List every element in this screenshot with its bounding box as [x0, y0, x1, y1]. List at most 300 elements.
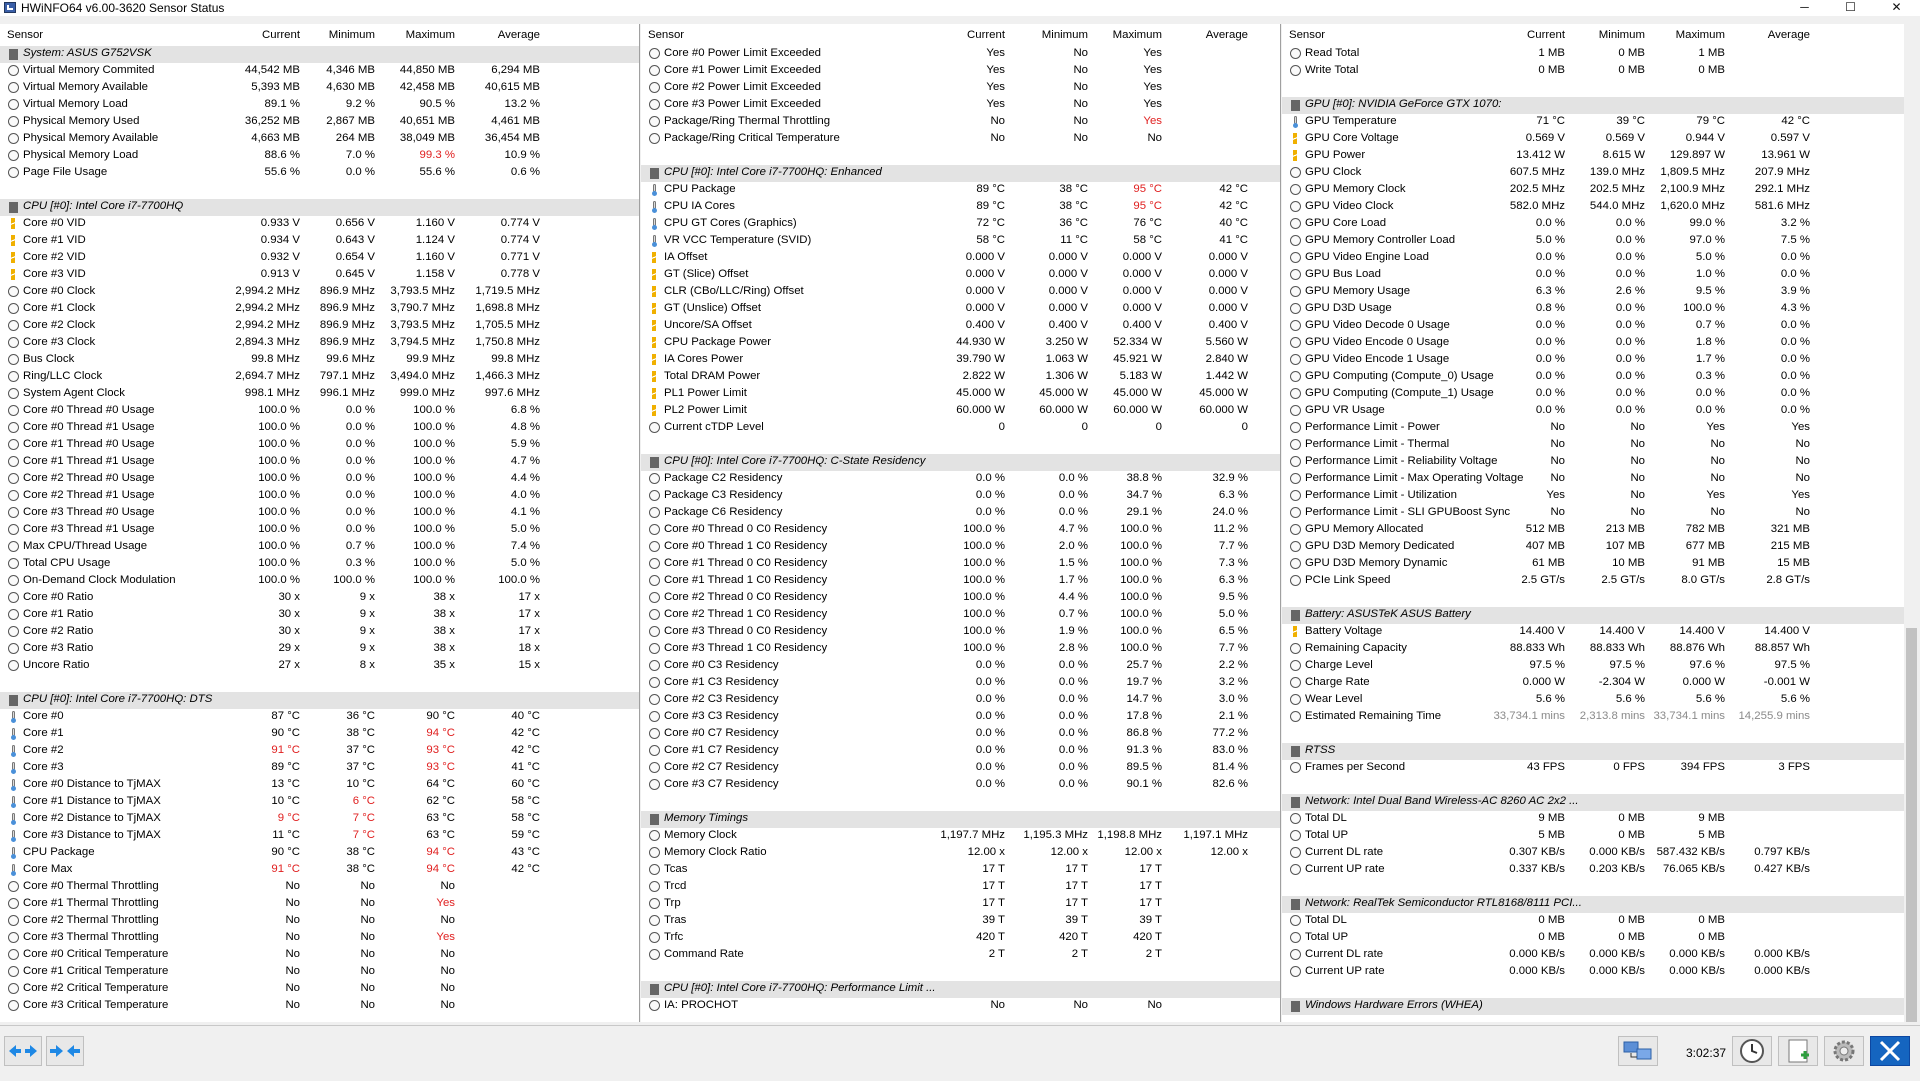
minimum-value: 37 °C — [346, 744, 375, 756]
lightning-icon — [8, 218, 19, 229]
clock-button[interactable] — [1732, 1036, 1772, 1066]
scrollbar-thumb[interactable] — [1906, 628, 1917, 1022]
sensor-row[interactable] — [1282, 233, 1904, 250]
sensor-row[interactable] — [1282, 828, 1904, 845]
minimum-value: 0.7 % — [1058, 608, 1088, 620]
sensor-row[interactable] — [0, 573, 639, 590]
sensor-row[interactable] — [1282, 318, 1904, 335]
current-column-header[interactable]: Current — [967, 29, 1005, 41]
gauge-icon — [649, 847, 660, 858]
sensor-row[interactable] — [0, 896, 639, 913]
sensor-row[interactable] — [641, 862, 1280, 879]
sensor-name: System Agent Clock — [23, 387, 125, 399]
sensor-row[interactable] — [1282, 913, 1904, 930]
minimum-column-header[interactable]: Minimum — [1041, 29, 1088, 41]
sensor-row[interactable] — [641, 743, 1280, 760]
sensor-row[interactable] — [0, 216, 639, 233]
sensor-row[interactable] — [641, 624, 1280, 641]
current-value: 6.3 % — [1535, 285, 1565, 297]
current-value: 9 MB — [1538, 812, 1565, 824]
sensor-name: Current UP rate — [1305, 965, 1385, 977]
sensor-row[interactable] — [641, 63, 1280, 80]
sensor-row[interactable] — [1282, 641, 1904, 658]
current-value: No — [285, 914, 300, 926]
sensor-row[interactable] — [1282, 267, 1904, 284]
sensor-row[interactable] — [641, 828, 1280, 845]
minimum-column-header[interactable]: Minimum — [328, 29, 375, 41]
sensor-row[interactable] — [0, 318, 639, 335]
sensor-row[interactable] — [0, 505, 639, 522]
maximum-value: 89.5 % — [1126, 761, 1162, 773]
sensor-name: PCIe Link Speed — [1305, 574, 1391, 586]
average-value: 321 MB — [1770, 523, 1810, 535]
sensor-row[interactable] — [641, 573, 1280, 590]
blank-row — [1282, 879, 1904, 896]
sensor-name: Virtual Memory Load — [23, 98, 128, 110]
sensor-row[interactable] — [1282, 403, 1904, 420]
sensor-row[interactable] — [0, 335, 639, 352]
sensor-name: Uncore/SA Offset — [664, 319, 752, 331]
sensor-row[interactable] — [641, 97, 1280, 114]
sensor-row[interactable] — [1282, 573, 1904, 590]
average-column-header[interactable]: Average — [497, 29, 540, 41]
average-column-header[interactable]: Average — [1767, 29, 1810, 41]
group-name: CPU [#0]: Intel Core i7-7700HQ: Enhanced — [664, 166, 882, 178]
minimum-value: 0.0 % — [1058, 693, 1088, 705]
sensor-name: Current UP rate — [1305, 863, 1385, 875]
sensor-row[interactable] — [1282, 131, 1904, 148]
sensor-row[interactable] — [1282, 811, 1904, 828]
gauge-icon — [649, 762, 660, 773]
sensor-name: Memory Clock Ratio — [664, 846, 767, 858]
sensor-group-header[interactable] — [1282, 97, 1904, 114]
sensor-group-header[interactable] — [641, 454, 1280, 471]
maximum-value: 95 °C — [1133, 200, 1162, 212]
sensor-row[interactable] — [641, 777, 1280, 794]
sensor-row[interactable] — [641, 46, 1280, 63]
sensor-row[interactable] — [1282, 454, 1904, 471]
current-column-header[interactable]: Current — [1527, 29, 1565, 41]
current-value: 29 x — [278, 642, 300, 654]
sensor-group-header[interactable] — [0, 692, 639, 709]
maximum-value: 587.432 KB/s — [1656, 846, 1725, 858]
sensor-row[interactable] — [0, 522, 639, 539]
current-value: 30 x — [278, 591, 300, 603]
maximum-column-header[interactable]: Maximum — [1675, 29, 1725, 41]
sensor-row[interactable] — [1282, 114, 1904, 131]
maximum-value: 0.0 % — [1695, 404, 1725, 416]
current-value: 97.5 % — [1529, 659, 1565, 671]
current-value: 39 T — [982, 914, 1005, 926]
sensor-row[interactable] — [641, 301, 1280, 318]
sensor-name: Write Total — [1305, 64, 1359, 76]
sensor-row[interactable] — [641, 114, 1280, 131]
sensor-group-header[interactable] — [641, 811, 1280, 828]
average-value: 13.2 % — [504, 98, 540, 110]
sensor-row[interactable] — [1282, 471, 1904, 488]
sensor-row[interactable] — [641, 386, 1280, 403]
sensor-name: Core #0 Thread #1 Usage — [23, 421, 155, 433]
sensor-row[interactable] — [0, 641, 639, 658]
current-value: 0.000 W — [1522, 676, 1565, 688]
minimum-value: 107 MB — [1605, 540, 1645, 552]
sensor-name: Ring/LLC Clock — [23, 370, 103, 382]
sensor-row[interactable] — [641, 556, 1280, 573]
sensor-row[interactable] — [1282, 505, 1904, 522]
sensor-row[interactable] — [1282, 165, 1904, 182]
minimum-value: 0.0 % — [1058, 710, 1088, 722]
minimum-value: 38 °C — [346, 863, 375, 875]
sensor-row[interactable] — [641, 488, 1280, 505]
sensor-row[interactable] — [0, 250, 639, 267]
current-value: 44.930 W — [956, 336, 1005, 348]
sensor-row[interactable] — [641, 80, 1280, 97]
sensor-name: Core #1 C7 Residency — [664, 744, 779, 756]
sensor-row[interactable] — [641, 131, 1280, 148]
sensor-row[interactable] — [641, 896, 1280, 913]
gauge-icon — [1290, 48, 1301, 59]
sensor-row[interactable] — [1282, 46, 1904, 63]
maximum-value: 52.334 W — [1113, 336, 1162, 348]
settings-button[interactable] — [1824, 1036, 1864, 1066]
sensor-row[interactable] — [0, 845, 639, 862]
sensor-row[interactable] — [1282, 148, 1904, 165]
sensor-row[interactable] — [0, 879, 639, 896]
gauge-icon — [8, 133, 19, 144]
minimum-value: No — [360, 931, 375, 943]
sensor-name: Total UP — [1305, 931, 1349, 943]
sensor-row[interactable] — [0, 97, 639, 114]
sensor-row[interactable] — [0, 777, 639, 794]
sensor-row[interactable] — [0, 930, 639, 947]
sensor-name: Core #1 C3 Residency — [664, 676, 779, 688]
sensor-row[interactable] — [0, 420, 639, 437]
sensor-row[interactable] — [1282, 420, 1904, 437]
sensor-row[interactable] — [0, 114, 639, 131]
sensor-column-header[interactable]: Sensor — [7, 29, 44, 41]
sensor-name: Memory Clock — [664, 829, 737, 841]
sensor-row[interactable] — [1282, 199, 1904, 216]
current-value: 2.822 W — [962, 370, 1005, 382]
sensor-group-header[interactable] — [1282, 743, 1904, 760]
add-report-button[interactable] — [1778, 1036, 1818, 1066]
sensor-row[interactable] — [0, 369, 639, 386]
sensor-name: Performance Limit - Utilization — [1305, 489, 1457, 501]
sensor-row[interactable] — [641, 879, 1280, 896]
minimum-value: 0.0 % — [1615, 251, 1645, 263]
sensor-row[interactable] — [0, 828, 639, 845]
sensor-row[interactable] — [1282, 284, 1904, 301]
sensor-row[interactable] — [641, 335, 1280, 352]
sensor-row[interactable] — [0, 624, 639, 641]
gauge-icon — [8, 320, 19, 331]
average-value: 5.9 % — [510, 438, 540, 450]
sensor-row[interactable] — [641, 471, 1280, 488]
sensor-row[interactable] — [0, 131, 639, 148]
sensor-group-header[interactable] — [641, 981, 1280, 998]
sensor-row[interactable] — [641, 675, 1280, 692]
sensor-row[interactable] — [0, 165, 639, 182]
sensor-row[interactable] — [641, 403, 1280, 420]
network-icon — [1619, 1037, 1657, 1065]
average-column-header[interactable]: Average — [1205, 29, 1248, 41]
sensor-row[interactable] — [0, 862, 639, 879]
sensor-row[interactable] — [641, 267, 1280, 284]
minimize-button[interactable]: ─ — [1800, 0, 1809, 14]
sensor-row[interactable] — [641, 726, 1280, 743]
sensor-row[interactable] — [1282, 709, 1904, 726]
sensor-name: GPU Bus Load — [1305, 268, 1381, 280]
sensor-row[interactable] — [0, 233, 639, 250]
nav-expand-button[interactable] — [4, 1036, 42, 1066]
average-value: 0.000 KB/s — [1754, 948, 1810, 960]
sensor-row[interactable] — [641, 709, 1280, 726]
vertical-scrollbar[interactable] — [1904, 24, 1919, 1022]
sensor-row[interactable] — [0, 284, 639, 301]
sensor-row[interactable] — [0, 63, 639, 80]
sensor-group-header[interactable] — [1282, 896, 1904, 913]
sensor-row[interactable] — [641, 930, 1280, 947]
sensor-name: Max CPU/Thread Usage — [23, 540, 148, 552]
sensor-name: Core #2 Thread #0 Usage — [23, 472, 155, 484]
minimum-column-header[interactable]: Minimum — [1598, 29, 1645, 41]
sensor-row[interactable] — [1282, 675, 1904, 692]
sensor-row[interactable] — [641, 233, 1280, 250]
sensor-row[interactable] — [1282, 182, 1904, 199]
sensor-row[interactable] — [1282, 386, 1904, 403]
sensor-row[interactable] — [641, 182, 1280, 199]
sensor-row[interactable] — [641, 760, 1280, 777]
sensor-row[interactable] — [1282, 369, 1904, 386]
sensor-row[interactable] — [641, 505, 1280, 522]
average-value: Yes — [1791, 489, 1810, 501]
minimum-value: 2,313.8 mins — [1579, 710, 1645, 722]
sensor-row[interactable] — [1282, 437, 1904, 454]
sensor-row[interactable] — [0, 267, 639, 284]
sensor-row[interactable] — [1282, 250, 1904, 267]
current-column-header[interactable]: Current — [262, 29, 300, 41]
minimum-value: 896.9 MHz — [319, 285, 375, 297]
sensor-row[interactable] — [641, 998, 1280, 1015]
sensor-name: PL1 Power Limit — [664, 387, 747, 399]
sensor-row[interactable] — [0, 386, 639, 403]
gauge-icon — [649, 422, 660, 433]
average-value: 997.6 MHz — [484, 387, 540, 399]
maximum-value: 100.0 % — [413, 472, 455, 484]
sensor-row[interactable] — [1282, 658, 1904, 675]
sensor-row[interactable] — [0, 743, 639, 760]
sensor-column-header[interactable]: Sensor — [648, 29, 685, 41]
minimum-value: No — [1073, 115, 1088, 127]
current-value: Yes — [986, 47, 1005, 59]
sensor-row[interactable] — [1282, 947, 1904, 964]
sensor-row[interactable] — [641, 352, 1280, 369]
nav-collapse-button[interactable] — [46, 1036, 84, 1066]
gauge-icon — [1290, 847, 1301, 858]
sensor-row[interactable] — [1282, 522, 1904, 539]
sensor-row[interactable] — [0, 998, 639, 1015]
gauge-icon — [1290, 507, 1301, 518]
sensor-row[interactable] — [1282, 301, 1904, 318]
average-value: 4.7 % — [510, 455, 540, 467]
sensor-name: Package/Ring Thermal Throttling — [664, 115, 831, 127]
sensor-row[interactable] — [1282, 862, 1904, 879]
maximum-value: 9 MB — [1698, 812, 1725, 824]
sensor-row[interactable] — [0, 913, 639, 930]
minimum-value: 0.0 % — [1615, 268, 1645, 280]
minimum-value: 7.0 % — [345, 149, 375, 161]
sensor-name: Trcd — [664, 880, 687, 892]
group-name: System: ASUS G752VSK — [23, 47, 152, 59]
group-name: CPU [#0]: Intel Core i7-7700HQ: DTS — [23, 693, 213, 705]
minimum-value: 0 FPS — [1613, 761, 1645, 773]
sensor-name: Core #3 Thread 0 C0 Residency — [664, 625, 828, 637]
close-sensors-button[interactable] — [1870, 1036, 1910, 1066]
sensor-row[interactable] — [0, 301, 639, 318]
average-value: 0.597 V — [1770, 132, 1810, 144]
current-value: 0.0 % — [975, 659, 1005, 671]
sensor-row[interactable] — [641, 641, 1280, 658]
sensor-row[interactable] — [0, 403, 639, 420]
sensor-row[interactable] — [0, 964, 639, 981]
sensor-row[interactable] — [0, 488, 639, 505]
sensor-row[interactable] — [0, 658, 639, 675]
sensor-row[interactable] — [0, 556, 639, 573]
sensor-row[interactable] — [641, 420, 1280, 437]
sensor-row[interactable] — [641, 607, 1280, 624]
sensor-group-header[interactable] — [0, 199, 639, 216]
sensor-group-header[interactable] — [0, 46, 639, 63]
sensor-row[interactable] — [641, 658, 1280, 675]
sensor-row[interactable] — [1282, 216, 1904, 233]
current-value: 39.790 W — [956, 353, 1005, 365]
sensor-row[interactable] — [1282, 539, 1904, 556]
close-window-button[interactable]: ✕ — [1891, 0, 1902, 14]
sensor-row[interactable] — [641, 845, 1280, 862]
sensor-name: Core #0 Ratio — [23, 591, 94, 603]
sensor-row[interactable] — [641, 250, 1280, 267]
average-value: 83.0 % — [1212, 744, 1248, 756]
maximum-value: No — [440, 948, 455, 960]
chip-icon — [650, 457, 659, 468]
current-value: 100.0 % — [963, 540, 1005, 552]
network-button[interactable] — [1618, 1036, 1658, 1066]
maximum-value: 39 T — [1139, 914, 1162, 926]
average-value: Yes — [1791, 421, 1810, 433]
sensor-group-header[interactable] — [641, 165, 1280, 182]
sensor-row[interactable] — [0, 539, 639, 556]
sensor-row[interactable] — [1282, 352, 1904, 369]
gauge-icon — [8, 966, 19, 977]
sensor-row[interactable] — [641, 522, 1280, 539]
sensor-row[interactable] — [0, 811, 639, 828]
sensor-row[interactable] — [0, 709, 639, 726]
sensor-row[interactable] — [1282, 930, 1904, 947]
maximum-value: 9.5 % — [1695, 285, 1725, 297]
average-value: 1.442 W — [1205, 370, 1248, 382]
maximum-value: 1.0 % — [1695, 268, 1725, 280]
minimum-value: 4,346 MB — [326, 64, 375, 76]
sensor-name: Package C6 Residency — [664, 506, 783, 518]
sensor-row[interactable] — [641, 590, 1280, 607]
maximum-value: 90 °C — [426, 710, 455, 722]
maximum-column-header[interactable]: Maximum — [405, 29, 455, 41]
sensor-row[interactable] — [0, 947, 639, 964]
maximum-column-header[interactable]: Maximum — [1112, 29, 1162, 41]
sensor-row[interactable] — [641, 318, 1280, 335]
sensor-row[interactable] — [1282, 964, 1904, 981]
sensor-row[interactable] — [1282, 624, 1904, 641]
minimum-value: 38 °C — [1059, 183, 1088, 195]
average-value: 81.4 % — [1212, 761, 1248, 773]
sensor-row[interactable] — [641, 369, 1280, 386]
minimum-value: 0.0 % — [1615, 336, 1645, 348]
gauge-icon — [1290, 422, 1301, 433]
sensor-row[interactable] — [1282, 556, 1904, 573]
sensor-name: Core #3 Critical Temperature — [23, 999, 169, 1011]
gauge-icon — [1290, 184, 1301, 195]
blank-row — [1282, 777, 1904, 794]
sensor-row[interactable] — [0, 607, 639, 624]
nav-expand-icon — [5, 1037, 41, 1065]
sensor-row[interactable] — [0, 726, 639, 743]
sensor-row[interactable] — [0, 981, 639, 998]
sensor-row[interactable] — [1282, 488, 1904, 505]
maximize-button[interactable]: ☐ — [1845, 0, 1856, 14]
gauge-icon — [649, 507, 660, 518]
sensor-row[interactable] — [0, 352, 639, 369]
lightning-icon — [8, 252, 19, 263]
sensor-row[interactable] — [0, 794, 639, 811]
minimum-value: 97.5 % — [1609, 659, 1645, 671]
average-value: 5.560 W — [1205, 336, 1248, 348]
maximum-value: 100.0 % — [1120, 540, 1162, 552]
maximum-value: 100.0 % — [1120, 642, 1162, 654]
current-value: No — [285, 999, 300, 1011]
average-value: 17 x — [518, 608, 540, 620]
sensor-row[interactable] — [641, 284, 1280, 301]
sensor-row[interactable] — [0, 437, 639, 454]
sensor-row[interactable] — [641, 913, 1280, 930]
sensor-row[interactable] — [0, 80, 639, 97]
sensor-row[interactable] — [641, 947, 1280, 964]
sensor-row[interactable] — [0, 471, 639, 488]
maximum-value: 2 T — [1145, 948, 1162, 960]
sensor-row[interactable] — [641, 216, 1280, 233]
sensor-row[interactable] — [641, 199, 1280, 216]
sensor-row[interactable] — [0, 454, 639, 471]
gauge-icon — [649, 881, 660, 892]
maximum-value: 1 MB — [1698, 47, 1725, 59]
sensor-row[interactable] — [641, 539, 1280, 556]
sensor-column-header[interactable]: Sensor — [1289, 29, 1326, 41]
sensor-row[interactable] — [1282, 760, 1904, 777]
sensor-row[interactable] — [1282, 845, 1904, 862]
sensor-group-header[interactable] — [1282, 794, 1904, 811]
sensor-row[interactable] — [0, 590, 639, 607]
sensor-group-header[interactable] — [1282, 998, 1904, 1015]
current-value: 0.0 % — [1535, 353, 1565, 365]
sensor-group-header[interactable] — [1282, 607, 1904, 624]
sensor-row[interactable] — [0, 760, 639, 777]
sensor-row[interactable] — [1282, 63, 1904, 80]
gauge-icon — [649, 609, 660, 620]
blank-row — [0, 182, 639, 199]
sensor-row[interactable] — [1282, 692, 1904, 709]
sensor-row[interactable] — [641, 692, 1280, 709]
sensor-row[interactable] — [0, 148, 639, 165]
sensor-row[interactable] — [1282, 335, 1904, 352]
